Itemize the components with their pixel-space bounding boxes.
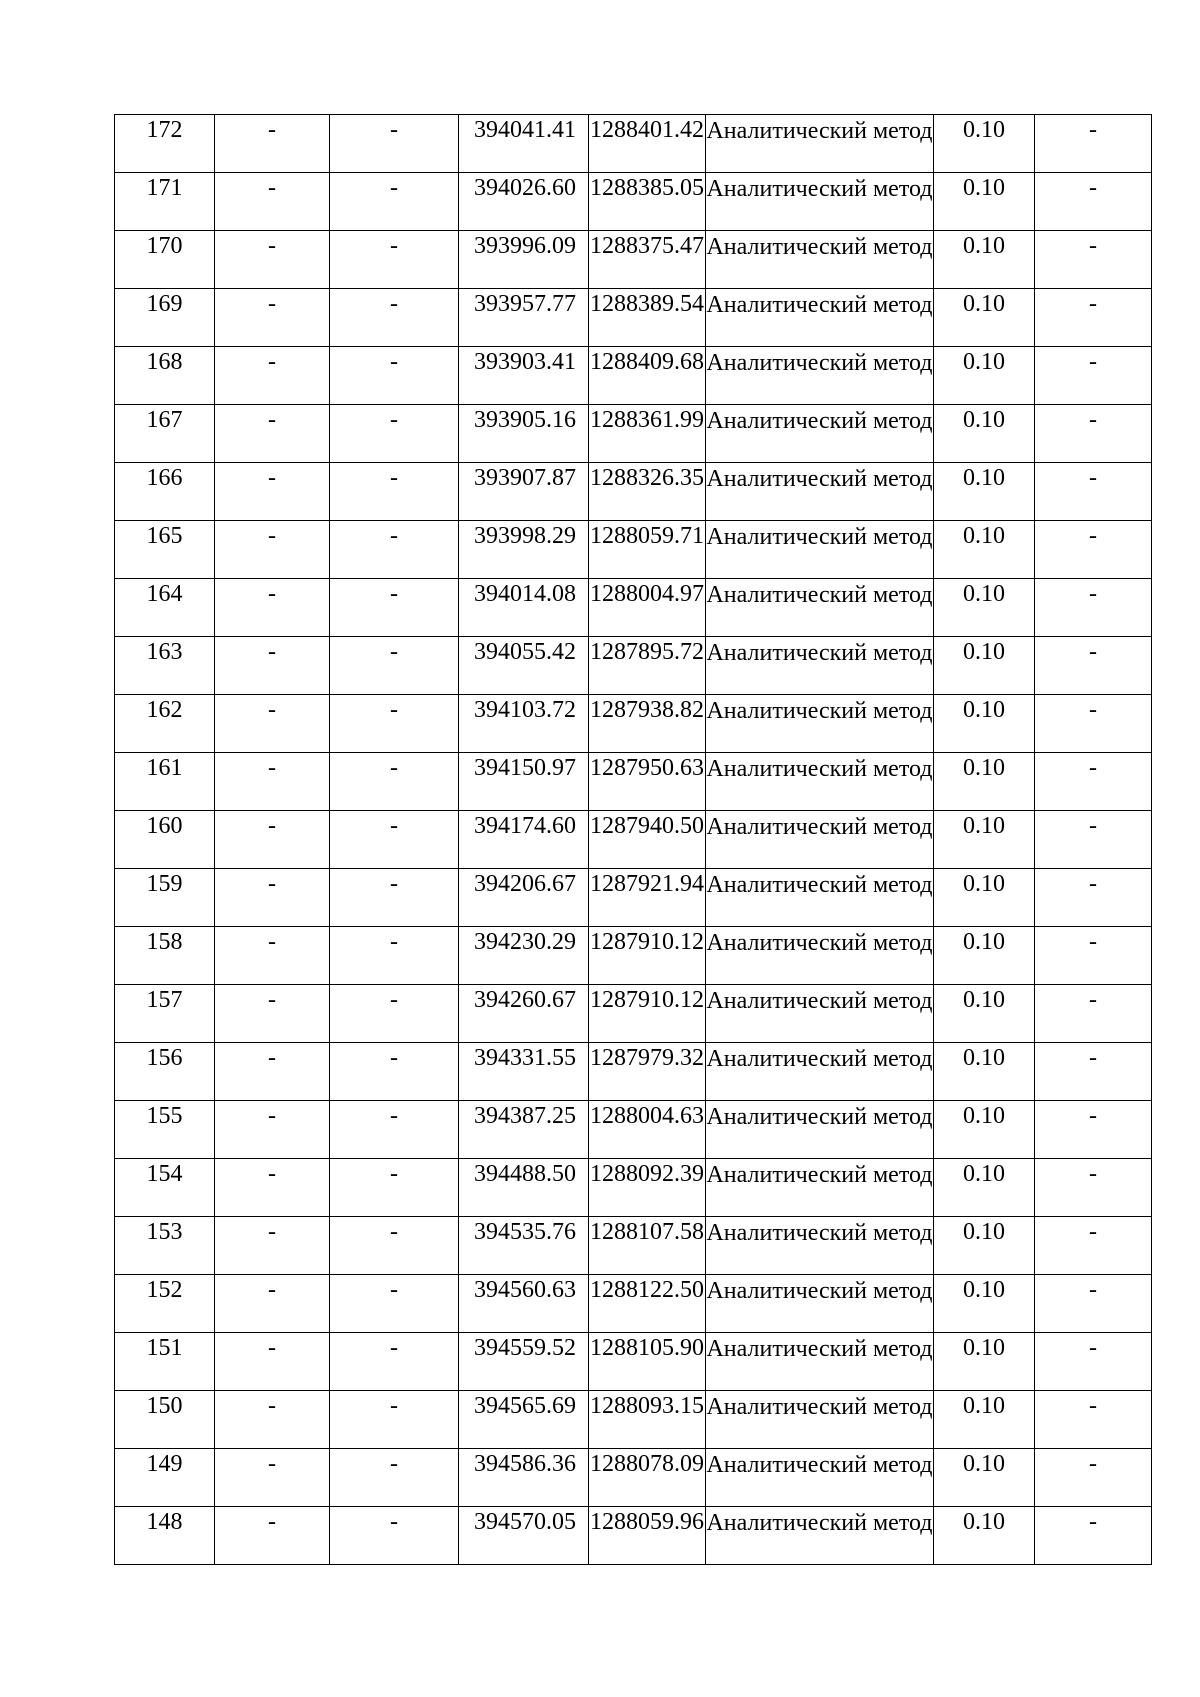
cell-description: - — [1035, 1101, 1152, 1159]
cell-y-coordinate: 1288401.42 — [589, 115, 706, 173]
cell-y-coordinate: 1287950.63 — [589, 753, 706, 811]
cell-y-coordinate: 1288389.54 — [589, 289, 706, 347]
cell-precision: 0.10 — [934, 927, 1035, 985]
table-row — [115, 1159, 1152, 1217]
cell-x-coordinate: 394206.67 — [459, 869, 589, 927]
cell-description: - — [1035, 811, 1152, 869]
table-row — [115, 811, 1152, 869]
cell-method: Аналитический метод — [706, 1101, 934, 1159]
cell-description: - — [1035, 579, 1152, 637]
cell-old-x: - — [215, 521, 330, 579]
cell-old-y: - — [330, 637, 459, 695]
cell-precision: 0.10 — [934, 637, 1035, 695]
cell-old-x: - — [215, 231, 330, 289]
cell-old-y: - — [330, 1101, 459, 1159]
cell-precision: 0.10 — [934, 463, 1035, 521]
cell-description: - — [1035, 1333, 1152, 1391]
cell-description: - — [1035, 347, 1152, 405]
table-row — [115, 695, 1152, 753]
cell-method: Аналитический метод — [706, 1217, 934, 1275]
cell-description: - — [1035, 985, 1152, 1043]
cell-y-coordinate: 1288107.58 — [589, 1217, 706, 1275]
cell-old-x: - — [215, 1333, 330, 1391]
table-row — [115, 927, 1152, 985]
cell-old-x: - — [215, 347, 330, 405]
cell-method: Аналитический метод — [706, 1507, 934, 1565]
cell-precision: 0.10 — [934, 753, 1035, 811]
cell-method: Аналитический метод — [706, 1333, 934, 1391]
cell-description: - — [1035, 289, 1152, 347]
cell-y-coordinate: 1288409.68 — [589, 347, 706, 405]
table-row — [115, 579, 1152, 637]
cell-precision: 0.10 — [934, 811, 1035, 869]
cell-precision: 0.10 — [934, 985, 1035, 1043]
cell-y-coordinate: 1287910.12 — [589, 927, 706, 985]
table-row — [115, 1333, 1152, 1391]
cell-y-coordinate: 1288361.99 — [589, 405, 706, 463]
cell-point-number: 154 — [115, 1159, 215, 1217]
cell-point-number: 167 — [115, 405, 215, 463]
cell-old-x: - — [215, 1101, 330, 1159]
cell-precision: 0.10 — [934, 1449, 1035, 1507]
cell-old-y: - — [330, 1159, 459, 1217]
cell-description: - — [1035, 1217, 1152, 1275]
cell-method: Аналитический метод — [706, 289, 934, 347]
cell-description: - — [1035, 1507, 1152, 1565]
cell-old-y: - — [330, 1507, 459, 1565]
table-row — [115, 1043, 1152, 1101]
cell-old-x: - — [215, 985, 330, 1043]
table-row — [115, 753, 1152, 811]
cell-point-number: 168 — [115, 347, 215, 405]
cell-y-coordinate: 1287938.82 — [589, 695, 706, 753]
table-row — [115, 869, 1152, 927]
cell-point-number: 169 — [115, 289, 215, 347]
cell-description: - — [1035, 115, 1152, 173]
cell-y-coordinate: 1287979.32 — [589, 1043, 706, 1101]
cell-old-y: - — [330, 289, 459, 347]
cell-old-y: - — [330, 695, 459, 753]
cell-description: - — [1035, 231, 1152, 289]
table-row — [115, 173, 1152, 231]
cell-method: Аналитический метод — [706, 463, 934, 521]
cell-description: - — [1035, 405, 1152, 463]
cell-old-y: - — [330, 1217, 459, 1275]
table-row — [115, 1449, 1152, 1507]
cell-point-number: 159 — [115, 869, 215, 927]
cell-x-coordinate: 393996.09 — [459, 231, 589, 289]
cell-point-number: 158 — [115, 927, 215, 985]
table-row — [115, 521, 1152, 579]
cell-old-x: - — [215, 1217, 330, 1275]
cell-y-coordinate: 1288078.09 — [589, 1449, 706, 1507]
cell-method: Аналитический метод — [706, 811, 934, 869]
cell-old-x: - — [215, 463, 330, 521]
cell-y-coordinate: 1288004.97 — [589, 579, 706, 637]
cell-y-coordinate: 1287940.50 — [589, 811, 706, 869]
cell-precision: 0.10 — [934, 231, 1035, 289]
cell-precision: 0.10 — [934, 1043, 1035, 1101]
cell-y-coordinate: 1288059.71 — [589, 521, 706, 579]
cell-old-x: - — [215, 1275, 330, 1333]
cell-point-number: 163 — [115, 637, 215, 695]
cell-x-coordinate: 394331.55 — [459, 1043, 589, 1101]
cell-old-x: - — [215, 1159, 330, 1217]
table-row — [115, 115, 1152, 173]
cell-point-number: 157 — [115, 985, 215, 1043]
cell-point-number: 150 — [115, 1391, 215, 1449]
cell-point-number: 166 — [115, 463, 215, 521]
cell-y-coordinate: 1288122.50 — [589, 1275, 706, 1333]
cell-method: Аналитический метод — [706, 1043, 934, 1101]
cell-old-y: - — [330, 985, 459, 1043]
table-row — [115, 347, 1152, 405]
cell-description: - — [1035, 869, 1152, 927]
cell-old-x: - — [215, 1043, 330, 1101]
cell-x-coordinate: 393905.16 — [459, 405, 589, 463]
cell-precision: 0.10 — [934, 579, 1035, 637]
cell-old-y: - — [330, 1333, 459, 1391]
cell-method: Аналитический метод — [706, 1275, 934, 1333]
cell-precision: 0.10 — [934, 1275, 1035, 1333]
cell-precision: 0.10 — [934, 1507, 1035, 1565]
cell-x-coordinate: 394535.76 — [459, 1217, 589, 1275]
cell-precision: 0.10 — [934, 1101, 1035, 1159]
cell-old-x: - — [215, 405, 330, 463]
cell-method: Аналитический метод — [706, 1449, 934, 1507]
cell-method: Аналитический метод — [706, 1159, 934, 1217]
coordinates-table — [114, 114, 1152, 1565]
cell-old-y: - — [330, 405, 459, 463]
cell-method: Аналитический метод — [706, 347, 934, 405]
cell-precision: 0.10 — [934, 1217, 1035, 1275]
cell-method: Аналитический метод — [706, 405, 934, 463]
cell-old-y: - — [330, 1275, 459, 1333]
cell-description: - — [1035, 463, 1152, 521]
cell-method: Аналитический метод — [706, 1391, 934, 1449]
table-row — [115, 231, 1152, 289]
cell-precision: 0.10 — [934, 115, 1035, 173]
cell-y-coordinate: 1287910.12 — [589, 985, 706, 1043]
table-row — [115, 289, 1152, 347]
cell-description: - — [1035, 1275, 1152, 1333]
cell-method: Аналитический метод — [706, 115, 934, 173]
cell-point-number: 171 — [115, 173, 215, 231]
cell-old-y: - — [330, 1449, 459, 1507]
cell-old-y: - — [330, 231, 459, 289]
cell-old-x: - — [215, 1507, 330, 1565]
cell-point-number: 149 — [115, 1449, 215, 1507]
cell-description: - — [1035, 1391, 1152, 1449]
cell-precision: 0.10 — [934, 347, 1035, 405]
cell-point-number: 160 — [115, 811, 215, 869]
cell-x-coordinate: 394014.08 — [459, 579, 589, 637]
cell-y-coordinate: 1288059.96 — [589, 1507, 706, 1565]
cell-old-x: - — [215, 753, 330, 811]
cell-description: - — [1035, 1043, 1152, 1101]
cell-x-coordinate: 394387.25 — [459, 1101, 589, 1159]
table-row — [115, 1217, 1152, 1275]
table-row — [115, 637, 1152, 695]
cell-method: Аналитический метод — [706, 695, 934, 753]
cell-old-y: - — [330, 463, 459, 521]
cell-method: Аналитический метод — [706, 521, 934, 579]
cell-point-number: 162 — [115, 695, 215, 753]
table-row — [115, 405, 1152, 463]
cell-x-coordinate: 394041.41 — [459, 115, 589, 173]
cell-method: Аналитический метод — [706, 753, 934, 811]
cell-x-coordinate: 393998.29 — [459, 521, 589, 579]
cell-old-y: - — [330, 521, 459, 579]
cell-old-x: - — [215, 637, 330, 695]
cell-point-number: 165 — [115, 521, 215, 579]
cell-old-x: - — [215, 173, 330, 231]
cell-precision: 0.10 — [934, 289, 1035, 347]
cell-point-number: 152 — [115, 1275, 215, 1333]
cell-old-y: - — [330, 579, 459, 637]
cell-old-x: - — [215, 811, 330, 869]
cell-precision: 0.10 — [934, 1333, 1035, 1391]
cell-x-coordinate: 394260.67 — [459, 985, 589, 1043]
cell-description: - — [1035, 521, 1152, 579]
cell-y-coordinate: 1288093.15 — [589, 1391, 706, 1449]
cell-precision: 0.10 — [934, 405, 1035, 463]
cell-old-x: - — [215, 1449, 330, 1507]
cell-description: - — [1035, 753, 1152, 811]
cell-method: Аналитический метод — [706, 637, 934, 695]
cell-method: Аналитический метод — [706, 869, 934, 927]
cell-x-coordinate: 394174.60 — [459, 811, 589, 869]
table-row — [115, 1391, 1152, 1449]
cell-precision: 0.10 — [934, 173, 1035, 231]
cell-old-x: - — [215, 1391, 330, 1449]
cell-y-coordinate: 1288385.05 — [589, 173, 706, 231]
cell-y-coordinate: 1288105.90 — [589, 1333, 706, 1391]
cell-method: Аналитический метод — [706, 579, 934, 637]
cell-x-coordinate: 393957.77 — [459, 289, 589, 347]
cell-description: - — [1035, 173, 1152, 231]
cell-point-number: 170 — [115, 231, 215, 289]
cell-old-y: - — [330, 347, 459, 405]
cell-old-x: - — [215, 289, 330, 347]
cell-precision: 0.10 — [934, 1159, 1035, 1217]
cell-description: - — [1035, 1159, 1152, 1217]
cell-x-coordinate: 394488.50 — [459, 1159, 589, 1217]
cell-x-coordinate: 394586.36 — [459, 1449, 589, 1507]
cell-old-y: - — [330, 115, 459, 173]
cell-method: Аналитический метод — [706, 173, 934, 231]
cell-point-number: 155 — [115, 1101, 215, 1159]
cell-old-y: - — [330, 1391, 459, 1449]
table-row — [115, 1275, 1152, 1333]
cell-old-x: - — [215, 579, 330, 637]
table-row — [115, 985, 1152, 1043]
cell-old-x: - — [215, 869, 330, 927]
cell-x-coordinate: 394055.42 — [459, 637, 589, 695]
cell-description: - — [1035, 637, 1152, 695]
cell-old-y: - — [330, 869, 459, 927]
cell-point-number: 156 — [115, 1043, 215, 1101]
cell-y-coordinate: 1288375.47 — [589, 231, 706, 289]
cell-precision: 0.10 — [934, 1391, 1035, 1449]
cell-y-coordinate: 1287921.94 — [589, 869, 706, 927]
cell-precision: 0.10 — [934, 869, 1035, 927]
cell-old-y: - — [330, 173, 459, 231]
cell-y-coordinate: 1288004.63 — [589, 1101, 706, 1159]
cell-method: Аналитический метод — [706, 231, 934, 289]
cell-description: - — [1035, 1449, 1152, 1507]
cell-old-y: - — [330, 1043, 459, 1101]
cell-x-coordinate: 394150.97 — [459, 753, 589, 811]
cell-old-x: - — [215, 115, 330, 173]
cell-old-y: - — [330, 927, 459, 985]
cell-y-coordinate: 1288326.35 — [589, 463, 706, 521]
cell-description: - — [1035, 927, 1152, 985]
cell-y-coordinate: 1288092.39 — [589, 1159, 706, 1217]
cell-precision: 0.10 — [934, 521, 1035, 579]
cell-point-number: 148 — [115, 1507, 215, 1565]
cell-point-number: 161 — [115, 753, 215, 811]
cell-x-coordinate: 394570.05 — [459, 1507, 589, 1565]
cell-x-coordinate: 394560.63 — [459, 1275, 589, 1333]
cell-y-coordinate: 1287895.72 — [589, 637, 706, 695]
cell-point-number: 153 — [115, 1217, 215, 1275]
cell-x-coordinate: 394230.29 — [459, 927, 589, 985]
cell-x-coordinate: 393907.87 — [459, 463, 589, 521]
cell-point-number: 164 — [115, 579, 215, 637]
cell-x-coordinate: 394559.52 — [459, 1333, 589, 1391]
table-body — [115, 115, 1152, 1565]
table-row — [115, 1101, 1152, 1159]
table-row — [115, 1507, 1152, 1565]
cell-precision: 0.10 — [934, 695, 1035, 753]
cell-point-number: 172 — [115, 115, 215, 173]
cell-old-y: - — [330, 753, 459, 811]
cell-old-y: - — [330, 811, 459, 869]
cell-x-coordinate: 394565.69 — [459, 1391, 589, 1449]
cell-old-x: - — [215, 927, 330, 985]
cell-x-coordinate: 394026.60 — [459, 173, 589, 231]
cell-method: Аналитический метод — [706, 927, 934, 985]
cell-old-x: - — [215, 695, 330, 753]
table-row — [115, 463, 1152, 521]
cell-point-number: 151 — [115, 1333, 215, 1391]
cell-x-coordinate: 394103.72 — [459, 695, 589, 753]
cell-x-coordinate: 393903.41 — [459, 347, 589, 405]
cell-description: - — [1035, 695, 1152, 753]
cell-method: Аналитический метод — [706, 985, 934, 1043]
